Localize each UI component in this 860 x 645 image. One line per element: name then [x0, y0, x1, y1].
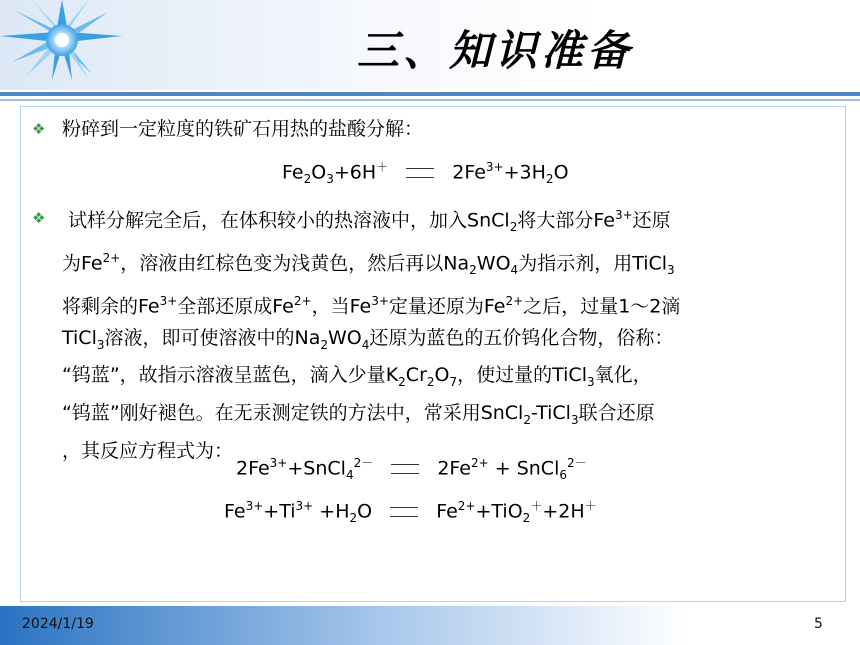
equation-2: $2Fe^{3+}+SnCl_4^{2-}$ $2Fe^{2+}$ + SnCl$_6^{2-}$: [236, 456, 587, 483]
para-line-6: “钨蓝”刚好褪色。在无汞测定铁的方法中，常采用SnCl$_2$-TiCl$_3$联合还原: [62, 402, 655, 427]
equals-sign-icon: [406, 168, 434, 178]
header-rule: [0, 92, 860, 96]
equation-1: $Fe_2O_3+6H^+$ $2Fe^{3+}+3H_2O$: [282, 160, 569, 187]
para-line-5: “钨蓝”，故指示溶液呈蓝色，滴入少量$K_2Cr_2O_7$，使过量的TiCl$_3$氧化，: [62, 364, 652, 390]
bullet-text-1: 粉碎到一定粒度的铁矿石用热的盐酸分解：: [62, 118, 424, 140]
bullet-text-2: [62, 200, 832, 467]
equals-sign-icon: [390, 507, 418, 517]
equals-sign-icon: [391, 464, 419, 474]
equation-3: $Fe^{3+}+Ti^{3+} +H_2O$ $Fe^{2+}+TiO_2^++2H^+$: [224, 499, 597, 526]
para-line-2: 为$Fe^{2+}$，溶液由红棕色变为浅黄色，然后再以$Na_2WO_4$为指示剂，用TiCl$_3$: [62, 251, 675, 278]
diamond-bullet-icon: ❖: [32, 120, 46, 138]
para-line-1: 试样分解完全后，在体积较小的热溶液中，加入SnCl$_2$将大部分$Fe^{3+}$还原: [68, 208, 671, 235]
para-line-7: ，其反应方程式为：: [62, 439, 234, 462]
slide-title: 三、知识准备: [356, 26, 633, 75]
page-number: 5: [814, 616, 823, 632]
footer-date: 2024/1/19: [22, 616, 94, 632]
diamond-bullet-icon: ❖: [32, 209, 46, 227]
para-line-4: TiCl$_3$溶液，即可使溶液中的$Na_2WO_4$还原为蓝色的五价钨化合物，俗称：: [62, 326, 674, 352]
para-line-3: 将剩余的$Fe^{3+}$全部还原成$Fe^{2+}$，当$Fe^{3+}$定量还原为$Fe^{2+}$之后，过量1～2滴: [62, 294, 681, 318]
header-rule-thin: [0, 99, 860, 101]
footer-band: [0, 606, 860, 645]
